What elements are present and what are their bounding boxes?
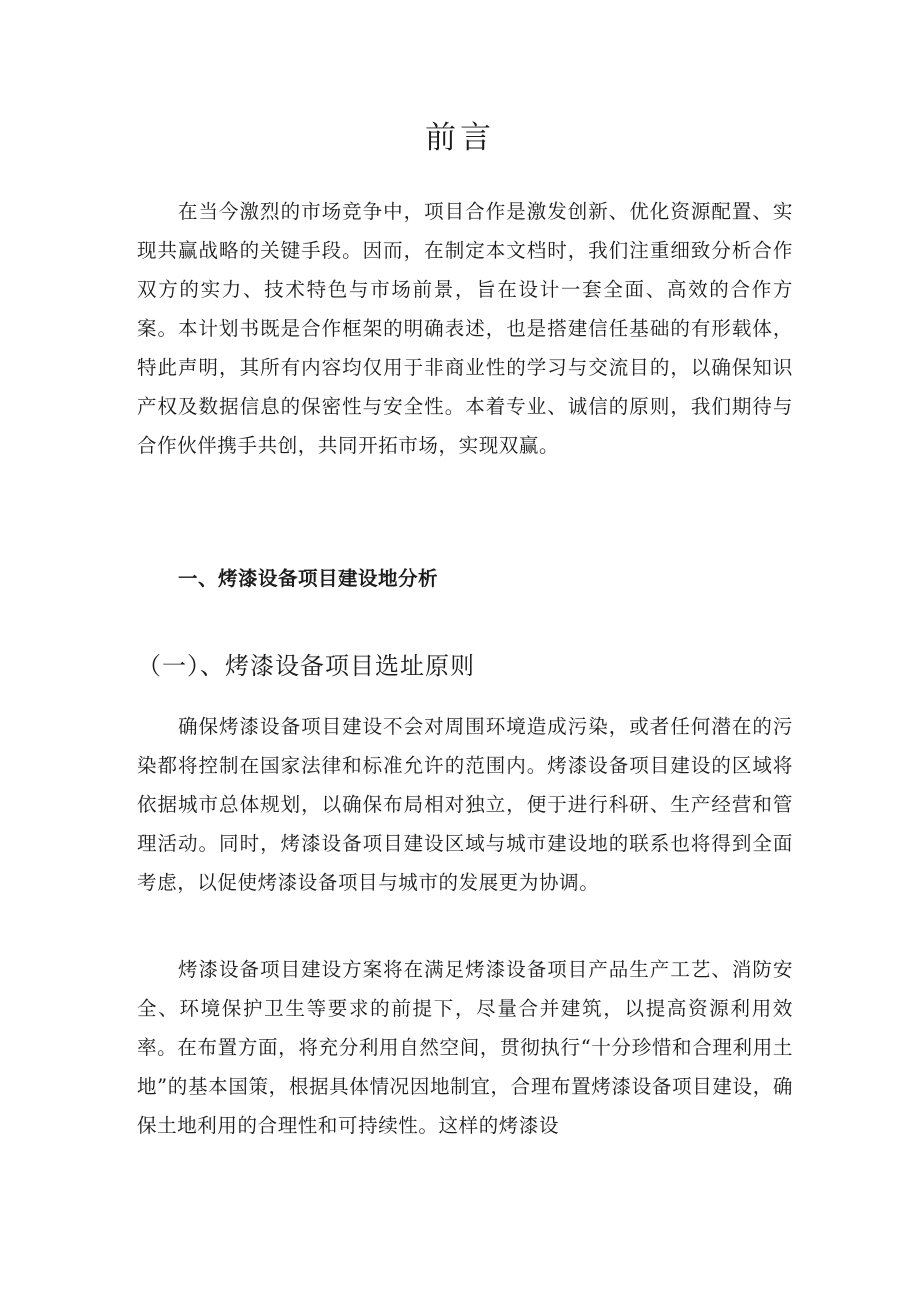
preface-paragraph: 在当今激烈的市场竞争中，项目合作是激发创新、优化资源配置、实现共赢战略的关键手段。因而，在制定本文档时，我们注重细致分析合作双方的实力、技术特色与市场前景，旨在设计一套全面、高效的合作方案。本计划书既是合作框架的明确表述，也是搭建信任基础的有形载体，特此声明，其所有内容均仅用于非商业性的学习与交流目的，以确保知识产权及数据信息的保密性与安全性。本着专业、诚信的原则，我们期待与合作伙伴携手共创，共同开拓市场，实现双赢。 <box>137 200 793 457</box>
body-paragraph: 烤漆设备项目建设方案将在满足烤漆设备项目产品生产工艺、消防安全、环境保护卫生等要求的前提下，尽量合并建筑，以提高资源利用效率。在布置方面，将充分利用自然空间，贯彻执行“十分珍惜和合理利用土地”的基本国策，根据具体情况因地制宜，合理布置烤漆设备项目建设，确保土地利用的合理性和可持续性。这样的烤漆设 <box>137 958 793 1137</box>
subsection-heading: （一）、烤漆设备项目选址原则 <box>137 652 475 680</box>
body-paragraph: 确保烤漆设备项目建设不会对周围环境造成污染，或者任何潜在的污染都将控制在国家法律和标准允许的范围内。烤漆设备项目建设的区域将依据城市总体规划，以确保布局相对独立，便于进行科研、生产经营和管理活动。同时，烤漆设备项目建设区域与城市建设地的联系也将得到全面考虑，以促使烤漆设备项目与城市的发展更为协调。 <box>137 715 793 894</box>
section-heading: 一、烤漆设备项目建设地分析 <box>178 567 439 590</box>
page-title: 前言 <box>425 120 495 156</box>
